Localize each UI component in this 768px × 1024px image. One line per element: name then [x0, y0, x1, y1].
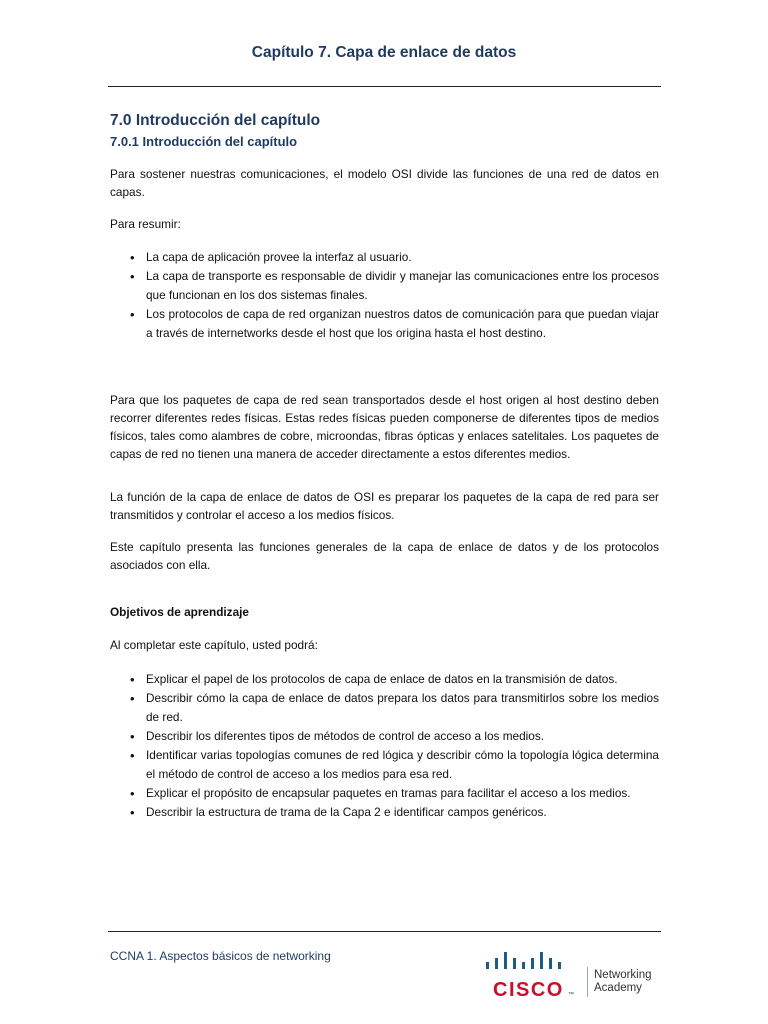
- logo-line-networking: Networking: [594, 969, 652, 981]
- section-title: 7.0 Introducción del capítulo: [110, 112, 321, 129]
- objectives-lead: Al completar este capítulo, usted podrá:: [110, 638, 318, 652]
- footer-divider: [108, 931, 661, 932]
- list-item: • Explicar el propósito de encapsular paquetes en tramas para facilitar el acceso a los medios.: [110, 784, 659, 803]
- list-item: • La capa de aplicación provee la interfaz al usuario.: [110, 248, 659, 267]
- objectives-list: [110, 670, 659, 822]
- list-item: • Los protocolos de capa de red organizan nuestros datos de comunicación para que puedan viajar a través de internetworks desde el host que los origina hasta el host destino.: [110, 305, 659, 343]
- section-subtitle: 7.0.1 Introducción del capítulo: [110, 134, 298, 149]
- cisco-bars-icon: [486, 952, 561, 969]
- trademark-mark: ™: [568, 992, 574, 998]
- chapter-title: Capítulo 7. Capa de enlace de datos: [251, 44, 517, 61]
- summary-label: Para resumir:: [110, 217, 181, 231]
- body-paragraph: Para que los paquetes de capa de red sean transportados desde el host origen al host destino deben recorrer diferentes redes físicas. Estas redes físicas pueden componerse de diferentes tipos de medios físicos, tales como alambres de cobre, microondas, fibras ópticas y enlaces satelitales. Los paquetes de capas de red no tienen una manera de acceder directamente a estos diferentes medios.: [110, 393, 659, 461]
- summary-list: [110, 248, 659, 343]
- logo-divider: [587, 967, 588, 997]
- header-divider: [108, 86, 661, 87]
- list-item: • Describir la estructura de trama de la Capa 2 e identificar campos genéricos.: [110, 803, 659, 822]
- body-paragraph: La función de la capa de enlace de datos de OSI es preparar los paquetes de la capa de red para ser transmitidos y controlar el acceso a los medios físicos.: [110, 490, 659, 522]
- logo-line-academy: Academy: [594, 982, 642, 994]
- objectives-heading: Objetivos de aprendizaje: [110, 605, 249, 619]
- body-paragraph: Este capítulo presenta las funciones generales de la capa de enlace de datos y de los protocolos asociados con ella.: [110, 540, 659, 572]
- cisco-wordmark: CISCO: [493, 979, 564, 1000]
- list-item: • La capa de transporte es responsable de dividir y manejar las comunicaciones entre los procesos que funcionan en los dos sistemas finales.: [110, 267, 659, 305]
- intro-paragraph: Para sostener nuestras comunicaciones, el modelo OSI divide las funciones de una red de datos en capas.: [110, 167, 659, 199]
- list-item: • Explicar el papel de los protocolos de capa de enlace de datos en la transmisión de datos.: [110, 670, 659, 689]
- list-item: • Describir cómo la capa de enlace de datos prepara los datos para transmitirlos sobre los medios de red.: [110, 689, 659, 727]
- networking-academy-label: [594, 969, 652, 995]
- list-item: • Identificar varias topologías comunes de red lógica y describir cómo la topología lógica determina el método de control de acceso a los medios para esa red.: [110, 746, 659, 784]
- list-item: • Describir los diferentes tipos de métodos de control de acceso a los medios.: [110, 727, 659, 746]
- footer-course-title: CCNA 1. Aspectos básicos de networking: [110, 949, 331, 963]
